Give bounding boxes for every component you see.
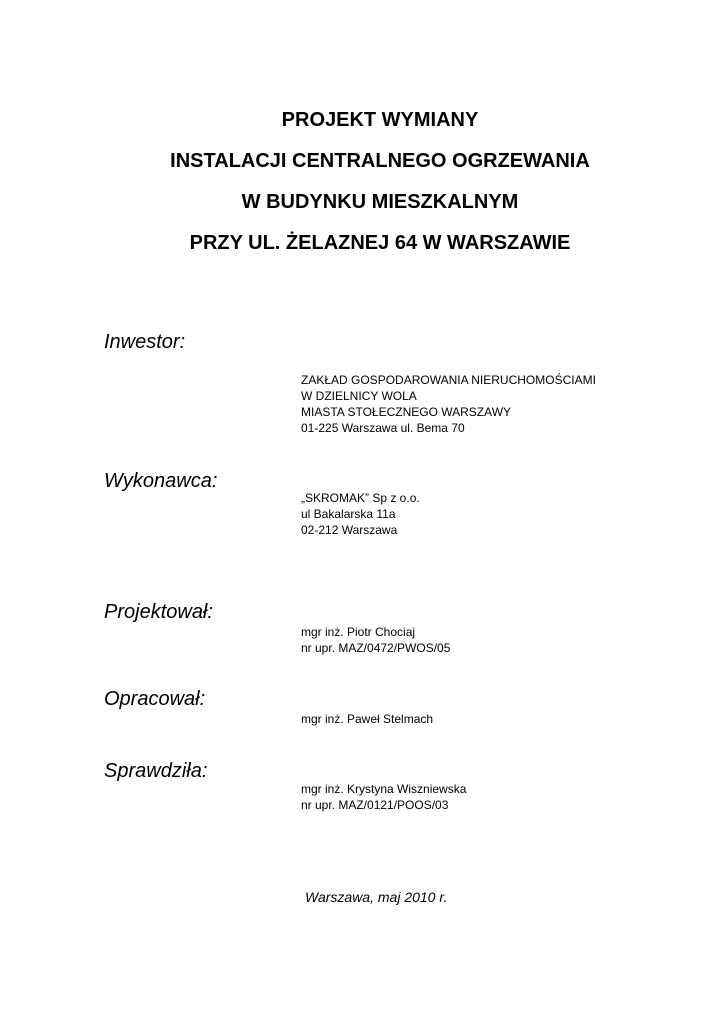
- prepared-label: Opracował:: [104, 688, 206, 710]
- document-title: [0, 100, 724, 264]
- designer-label: Projektował:: [104, 601, 213, 623]
- prepared-details: [301, 711, 433, 727]
- checked-details: [301, 781, 466, 813]
- title-line-2: INSTALACJI CENTRALNEGO OGRZEWANIA: [170, 150, 590, 172]
- contractor-line-1: „SKROMAK” Sp z o.o.: [301, 491, 420, 505]
- title-line-1: PROJEKT WYMIANY: [281, 109, 479, 131]
- designer-line-1: mgr inż. Piotr Chociaj: [301, 625, 416, 639]
- contractor-details: [301, 490, 420, 538]
- contractor-line-3: 02-212 Warszawa: [301, 523, 398, 537]
- title-line-3: W BUDYNKU MIESZKALNYM: [241, 191, 519, 213]
- investor-line-4: 01-225 Warszawa ul. Bema 70: [301, 421, 465, 435]
- checked-line-2: nr upr. MAZ/0121/POOS/03: [301, 798, 449, 812]
- checked-label: Sprawdziła:: [104, 760, 208, 782]
- contractor-label: Wykonawca:: [104, 470, 218, 492]
- investor-details: [301, 372, 596, 436]
- checked-line-1: mgr inż. Krystyna Wiszniewska: [301, 782, 467, 796]
- prepared-line-1: mgr inż. Paweł Stelmach: [301, 712, 434, 726]
- investor-line-2: W DZIELNICY WOLA: [301, 389, 417, 403]
- investor-label: Inwestor:: [104, 331, 186, 353]
- contractor-line-2: ul Bakalarska 11a: [301, 507, 396, 521]
- designer-details: [301, 624, 450, 656]
- title-line-4: PRZY UL. ŻELAZNEJ 64 W WARSZAWIE: [189, 232, 571, 254]
- place-date: Warszawa, maj 2010 r.: [305, 889, 448, 905]
- investor-line-1: ZAKŁAD GOSPODAROWANIA NIERUCHOMOŚCIAMI: [301, 373, 596, 387]
- investor-line-3: MIASTA STOŁECZNEGO WARSZAWY: [301, 405, 512, 419]
- designer-line-2: nr upr. MAZ/0472/PWOS/05: [301, 641, 451, 655]
